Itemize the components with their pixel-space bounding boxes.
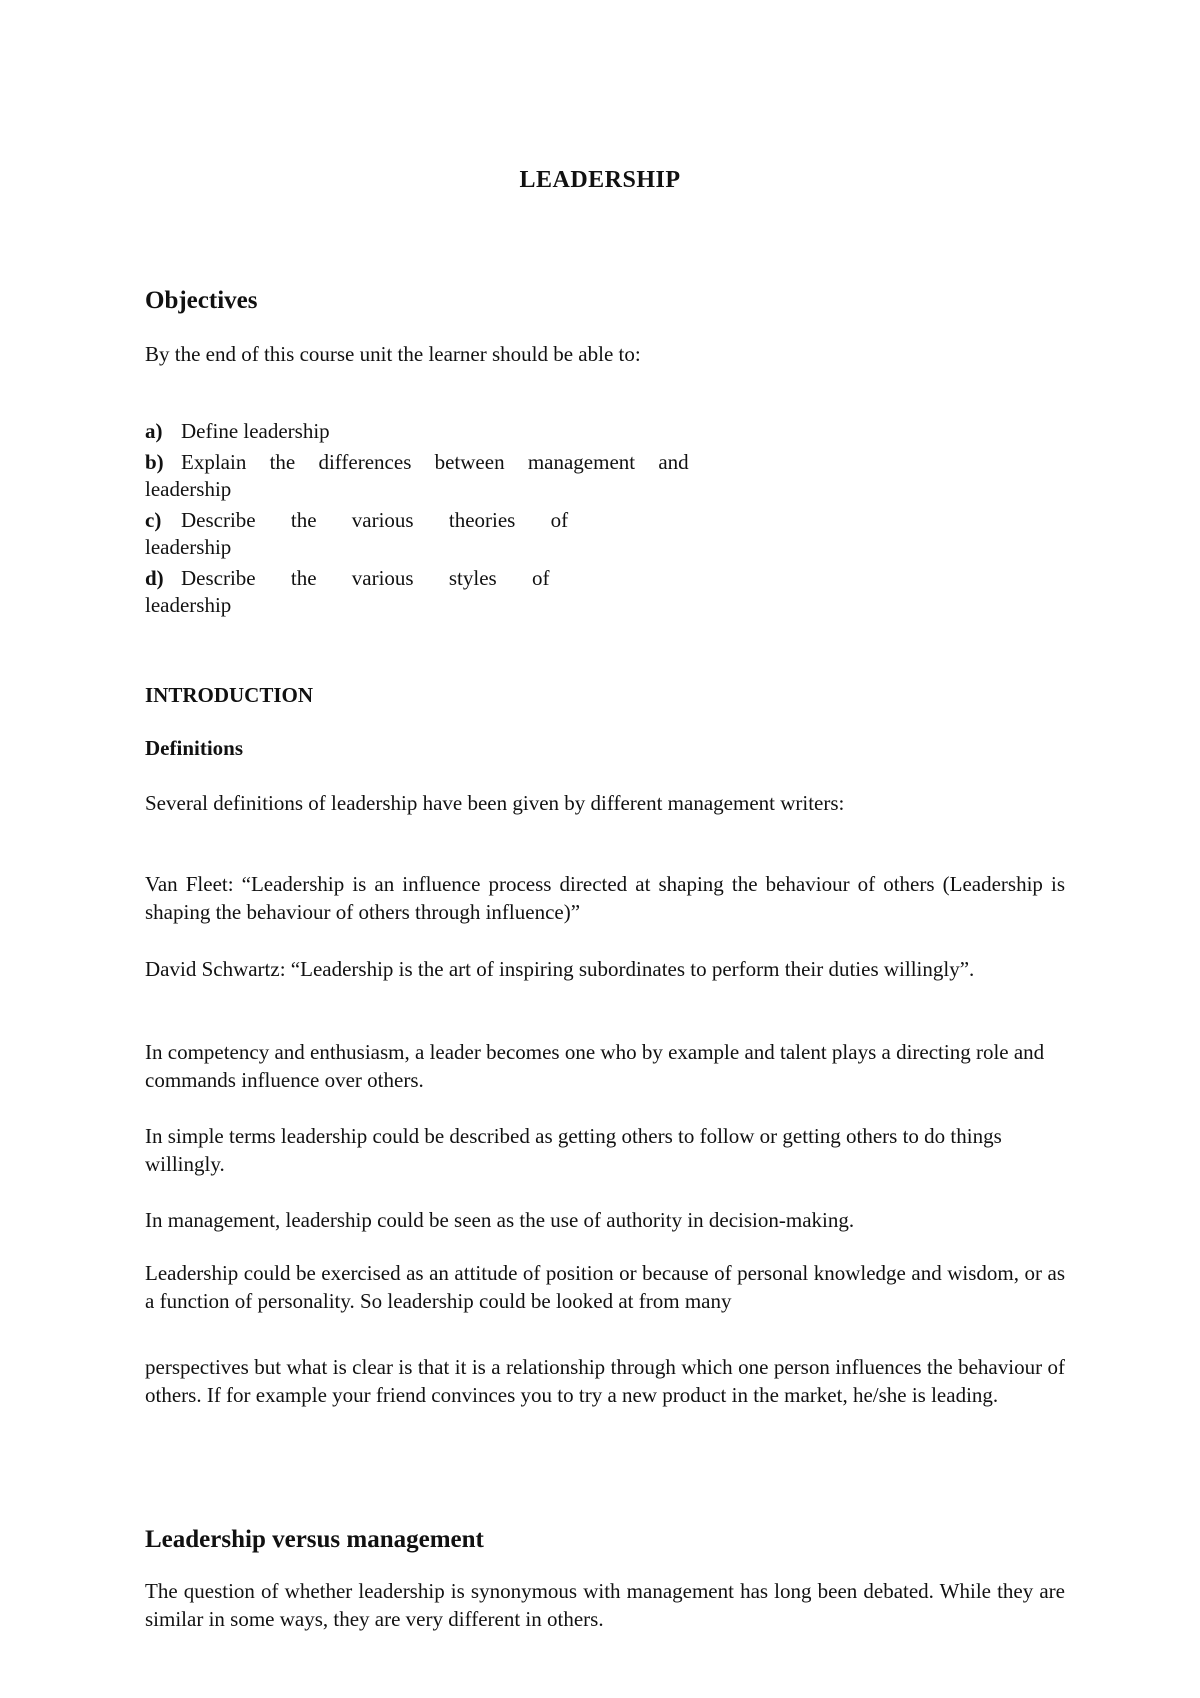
objective-label: a) [145,419,163,443]
objective-text: Describe the various styles of [181,566,550,590]
objective-text-continued: leadership [145,593,232,617]
objective-text-continued: leadership [145,477,232,501]
objective-item [145,449,785,503]
paragraph: Leadership could be exercised as an attitude of position or because of personal knowledge and wisdom, or as a function of personality. So leadership could be looked at from many [145,1261,1065,1313]
objectives-heading: Objectives [145,287,258,314]
objective-text-continued: leadership [145,535,232,559]
paragraph: Several definitions of leadership have been given by different management writers: [145,791,845,815]
paragraph: In simple terms leadership could be described as getting others to follow or getting others to do things willingly. [145,1124,1002,1176]
objective-label: d) [145,566,164,590]
paragraph: In management, leadership could be seen as the use of authority in decision-making. [145,1208,855,1232]
objective-item [145,565,785,619]
objective-label: c) [145,508,162,532]
document-title: LEADERSHIP [519,167,681,193]
objectives-intro: By the end of this course unit the learner should be able to: [145,342,641,366]
objectives-list [145,418,785,623]
paragraph: David Schwartz: “Leadership is the art of inspiring subordinates to perform their duties willingly”. [145,957,975,981]
objective-item [145,507,785,561]
paragraph: Van Fleet: “Leadership is an influence process directed at shaping the behaviour of others (Leadership is shaping the behaviour of others through influence)” [145,872,1065,924]
objective-text: Define leadership [181,419,330,443]
paragraph: perspectives but what is clear is that it is a relationship through which one person influences the behaviour of others. If for example your friend convinces you to try a new product in the market, he/she is leading. [145,1355,1065,1407]
section-heading: Leadership versus management [145,1526,484,1553]
paragraph: In competency and enthusiasm, a leader becomes one who by example and talent plays a directing role and commands influence over others. [145,1040,1045,1092]
paragraph: The question of whether leadership is synonymous with management has long been debated. While they are similar in some ways, they are very different in others. [145,1579,1065,1631]
objective-label: b) [145,450,164,474]
introduction-heading: INTRODUCTION [145,683,314,707]
objective-text: Explain the differences between management and [181,450,689,474]
objective-text: Describe the various theories of [181,508,569,532]
objective-item [145,418,785,445]
definitions-subheading: Definitions [145,736,244,760]
